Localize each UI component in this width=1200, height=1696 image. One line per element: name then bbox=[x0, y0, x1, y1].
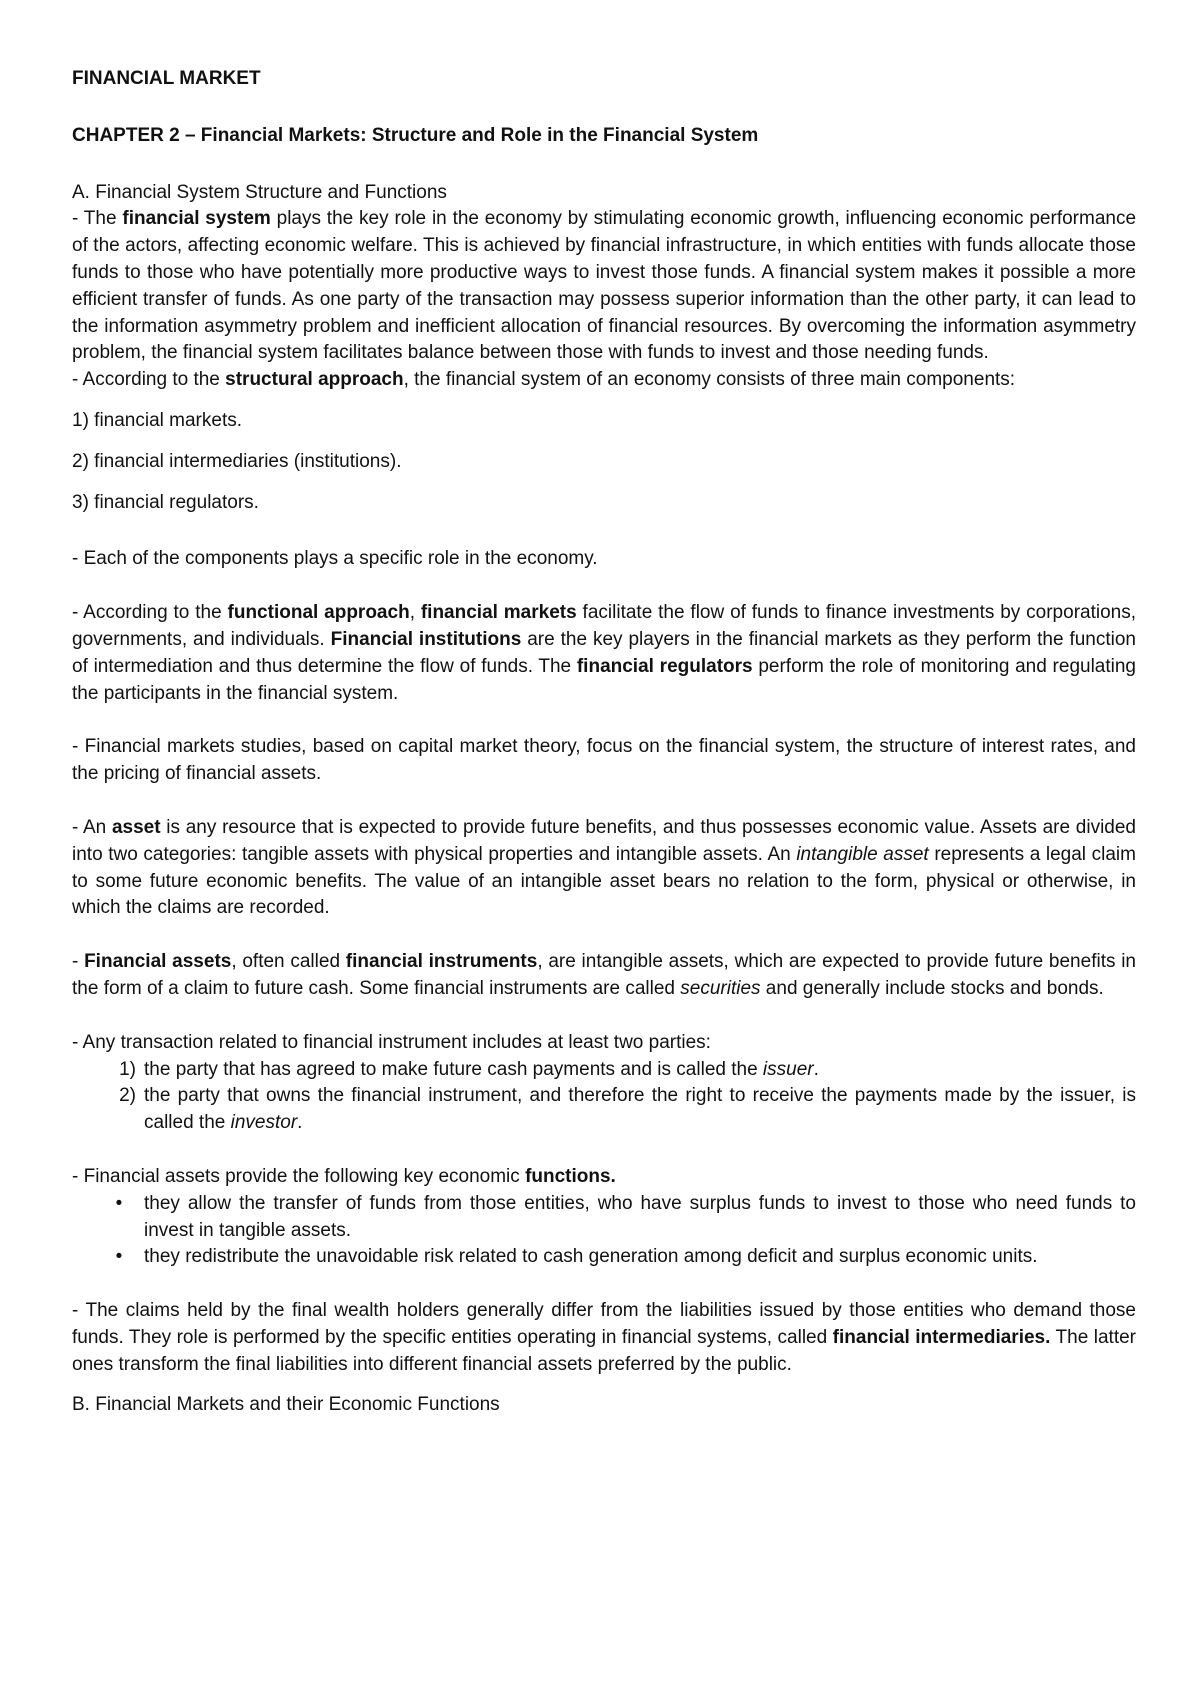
paragraph-market-studies: - Financial markets studies, based on capital market theory, focus on the financial system, the structure of interest rates, and the pricing of financial assets. bbox=[72, 736, 1136, 785]
list-item: 1) the party that has agreed to make future cash payments and is called the issuer. bbox=[119, 1058, 819, 1080]
paragraph-intermediaries: - The claims held by the final wealth holders generally differ from the liabilities issued by those entities who demand those funds. They role is performed by the specific entities operating in financial systems, called financial intermediaries. The latter ones transform the final liabilities into different financial assets preferred by the public. bbox=[72, 1300, 1136, 1375]
paragraph-asset: - An asset is any resource that is expected to provide future benefits, and thus possesses economic value. Assets are divided into two categories: tangible assets with physical properties and intangible assets. An intangible asset represents a legal claim to some future economic benefits. The value of an intangible asset bears no relation to the form, physical or otherwise, in which the claims are recorded. bbox=[72, 816, 1136, 919]
list-item: • they allow the transfer of funds from those entities, who have surplus funds to invest to those who need funds to invest in tangible assets. bbox=[72, 1191, 1136, 1245]
paragraph-parties-intro: - Any transaction related to financial instrument includes at least two parties: bbox=[72, 1031, 711, 1053]
document-page bbox=[72, 66, 1136, 1419]
paragraph-key-functions: - Financial assets provide the following key economic functions. bbox=[72, 1165, 616, 1187]
component-item-intermediaries: 2) financial intermediaries (institutions). bbox=[72, 450, 402, 472]
section-b-heading: B. Financial Markets and their Economic Functions bbox=[72, 1394, 500, 1416]
document-title: FINANCIAL MARKET bbox=[72, 68, 261, 89]
functions-list bbox=[72, 1191, 1136, 1271]
list-item: • they redistribute the unavoidable risk related to cash generation among deficit and surplus economic units. bbox=[72, 1244, 1136, 1271]
parties-list bbox=[72, 1057, 1136, 1137]
paragraph-financial-system: - The financial system plays the key role in the economy by stimulating economic growth, influencing economic performance of the actors, affecting economic welfare. This is achieved by financial infrastructure, in which entities with funds allocate those funds to those who have potentially more productive ways to invest those funds. A financial system makes it possible a more efficient transfer of funds. As one party of the transaction may possess superior information than the other party, it can lead to the information asymmetry problem and inefficient allocation of financial resources. By overcoming the information asymmetry problem, the financial system facilitates balance between those with funds to invest and those needing funds. bbox=[72, 208, 1137, 364]
component-item-markets: 1) financial markets. bbox=[72, 409, 243, 431]
bullet-icon: • bbox=[115, 1192, 123, 1214]
component-item-regulators: 3) financial regulators. bbox=[72, 491, 259, 513]
bullet-icon: • bbox=[115, 1246, 123, 1268]
paragraph-structural-approach: - According to the structural approach, the financial system of an economy consists of three main components: bbox=[72, 369, 1016, 391]
section-a-heading: A. Financial System Structure and Functions bbox=[72, 181, 447, 203]
paragraph-financial-assets: - Financial assets, often called financial instruments, are intangible assets, which are expected to provide future benefits in the form of a claim to future cash. Some financial instruments are called securities and generally include stocks and bonds. bbox=[72, 951, 1136, 999]
list-item: 2) the party that owns the financial instrument, and therefore the right to receive the payments made by the issuer, is called the investor. bbox=[119, 1085, 1136, 1134]
paragraph-components-role: - Each of the components plays a specific role in the economy. bbox=[72, 548, 598, 570]
chapter-title: CHAPTER 2 – Financial Markets: Structure and Role in the Financial System bbox=[72, 124, 759, 146]
paragraph-functional-approach: - According to the functional approach, financial markets facilitate the flow of funds to finance investments by corporations, governments, and individuals. Financial institutions are the key players in the financial markets as they perform the function of intermediation and thus determine the flow of funds. The financial regulators perform the role of monitoring and regulating the participants in the financial system. bbox=[72, 602, 1137, 704]
